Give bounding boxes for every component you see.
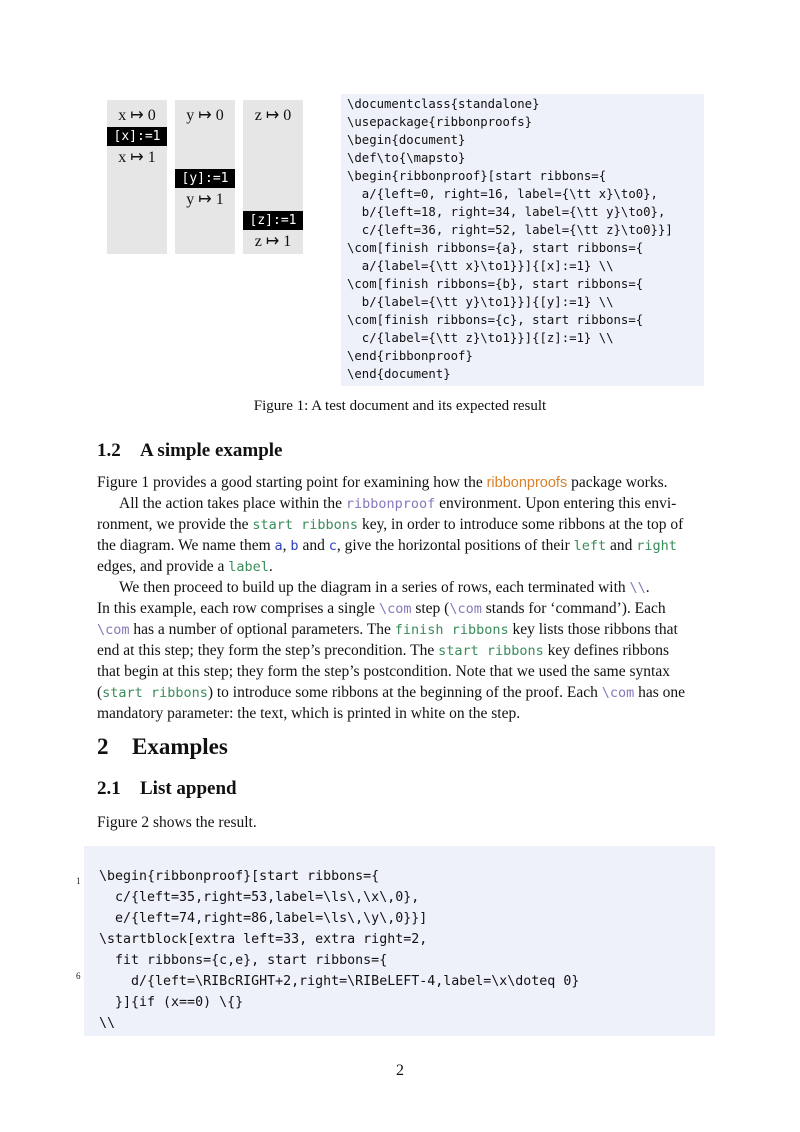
code-line: \com[finish ribbons={c}, start ribbons={ [347, 313, 644, 327]
paragraph-line [97, 682, 703, 704]
ribbon-z-start-label: z ↦ 0 [254, 107, 292, 124]
step-y-assign: [y]:=1 [175, 169, 235, 188]
text-run: has one [634, 684, 686, 701]
section-title: A simple example [140, 440, 283, 461]
text-run: step ( [411, 600, 450, 617]
code-line: \\ [99, 1016, 116, 1031]
section-heading [97, 440, 283, 462]
paragraph-line [97, 640, 703, 662]
paragraph-line [97, 661, 703, 682]
text-run: . [268, 558, 273, 575]
paragraph-line [97, 535, 703, 557]
text-run: We then proceed to build up the diagram in a series of rows, each terminated with [119, 579, 630, 596]
code-line: \documentclass{standalone} [347, 97, 540, 111]
ribbon-name: a [274, 538, 283, 554]
figure1-code-block [341, 94, 704, 386]
paragraph-line [97, 514, 703, 536]
text-run: edges, and provide a [97, 558, 229, 575]
code-line: \def\to{\mapsto} [347, 151, 466, 165]
code-line: e/{left=74,right=86,label=\ls\,\y\,0}}] [99, 911, 428, 926]
key-name: start ribbons [252, 517, 359, 533]
line-number: 1 [76, 876, 81, 886]
command-name: \com [378, 601, 412, 617]
ribbon-z-column [243, 100, 303, 254]
page-number: 2 [396, 1062, 404, 1079]
section-number: 1.2 [97, 440, 121, 461]
key-name: start ribbons [438, 643, 544, 659]
ribbon-x-end-label: x ↦ 1 [118, 149, 156, 166]
step-x-assign: [x]:=1 [107, 127, 167, 146]
text-run: ( [97, 684, 103, 701]
command-name: \com [97, 622, 130, 638]
ribbon-y-start-label: y ↦ 0 [186, 107, 224, 124]
text-run: key defines ribbons [543, 642, 670, 659]
figure1-caption: Figure 1: A test document and its expected result [253, 398, 547, 414]
code-line: \usepackage{ribbonproofs} [347, 115, 533, 129]
key-name: right [636, 538, 677, 554]
key-name: finish ribbons [394, 622, 509, 638]
line-number: 6 [76, 971, 81, 981]
code-line: c/{left=36, right=52, label={\tt z}\to0}}] [347, 223, 673, 237]
code-line: c/{left=35,right=53,label=\ls\,\x\,0}, [99, 890, 420, 905]
section-heading [97, 734, 228, 760]
code-line: }]{if (x==0) \{} [99, 995, 244, 1010]
key-name: start ribbons [102, 685, 208, 701]
paragraph-line [97, 619, 703, 641]
code-line: a/{label={\tt x}\to1}}]{[x]:=1} \\ [347, 259, 614, 273]
section-heading [97, 778, 237, 800]
package-name: ribbonproofs [486, 475, 568, 491]
code-line: \com[finish ribbons={a}, start ribbons={ [347, 241, 644, 255]
code-line: \end{document} [347, 367, 451, 381]
code-line: b/{left=18, right=34, label={\tt y}\to0}, [347, 205, 666, 219]
paragraph-line [97, 598, 703, 620]
text-run: ) to introduce some ribbons at the beginning of the proof. Each [207, 684, 602, 701]
ribbon-y-end-label: y ↦ 1 [186, 191, 224, 208]
code-line: d/{left=\RIBcRIGHT+2,right=\RIBeLEFT-4,label=\x\doteq 0} [99, 974, 580, 989]
paragraph-line [97, 493, 703, 515]
ribbon-z-end-label: z ↦ 1 [254, 233, 292, 250]
text-run: , [282, 537, 291, 554]
text-run: and [298, 537, 329, 554]
paragraph-line [97, 472, 703, 494]
text-run: package works. [567, 474, 668, 491]
key-name: label [228, 559, 269, 575]
text-run: key, in order to introduce some ribbons at the top of [358, 516, 684, 533]
code-line: a/{left=0, right=16, label={\tt x}\to0}, [347, 187, 658, 201]
code-line: \begin{document} [347, 133, 466, 147]
text-run: end at this step; they form the step’s precondition. The [97, 642, 439, 659]
ribbon-name: b [290, 538, 299, 554]
text-run: . [645, 579, 650, 596]
text-run: In this example, each row comprises a single [97, 600, 379, 617]
text-run: that begin at this step; they form the step’s postcondition. Note that we used the same syntax [97, 663, 670, 680]
text-run: Figure 1 provides a good starting point for examining how the [97, 474, 487, 491]
text-run: ronment, we provide the [97, 516, 253, 533]
section-number: 2.1 [97, 778, 121, 799]
paragraph-line [97, 577, 703, 599]
command-name: \com [449, 601, 482, 617]
code-line: b/{label={\tt y}\to1}}]{[y]:=1} \\ [347, 295, 614, 309]
paragraph-line [97, 703, 703, 724]
paragraph-line [97, 556, 703, 578]
text-run: environment. Upon entering this envi- [435, 495, 677, 512]
text-run: the diagram. We name them [97, 537, 275, 554]
section-number: 2 [97, 734, 109, 759]
code-line: c/{label={\tt z}\to1}}]{[z]:=1} \\ [347, 331, 614, 345]
text-run: and [606, 537, 637, 554]
code-line: \com[finish ribbons={b}, start ribbons={ [347, 277, 644, 291]
paragraph-line: Figure 2 shows the result. [97, 814, 257, 831]
code-line: \begin{ribbonproof}[start ribbons={ [99, 869, 380, 884]
text-run: All the action takes place within the [119, 495, 346, 512]
code-line: \startblock[extra left=33, extra right=2, [99, 932, 428, 947]
ribbon-x-column [107, 100, 167, 254]
environment-name: ribbonproof [345, 496, 436, 512]
section-title: List append [140, 778, 237, 799]
ribbon-x-start-label: x ↦ 0 [118, 107, 156, 124]
listing-code-block [84, 846, 715, 1036]
section-title: Examples [132, 734, 228, 759]
code-line: \end{ribbonproof} [347, 349, 473, 363]
command-name: \com [601, 685, 635, 701]
key-name: left [573, 538, 607, 554]
text-run: , give the horizontal positions of their [336, 537, 574, 554]
code-line: fit ribbons={c,e}, start ribbons={ [99, 953, 388, 968]
code-line: \begin{ribbonproof}[start ribbons={ [347, 169, 607, 183]
command-name: \\ [629, 580, 646, 596]
text-run: has a number of optional parameters. The [129, 621, 395, 638]
text-run: key lists those ribbons that [508, 621, 678, 638]
step-z-assign: [z]:=1 [243, 211, 303, 230]
text-run: stands for ‘command’). Each [481, 600, 666, 617]
text-run: mandatory parameter: the text, which is printed in white on the step. [97, 705, 521, 722]
ribbon-name: c [328, 538, 337, 554]
